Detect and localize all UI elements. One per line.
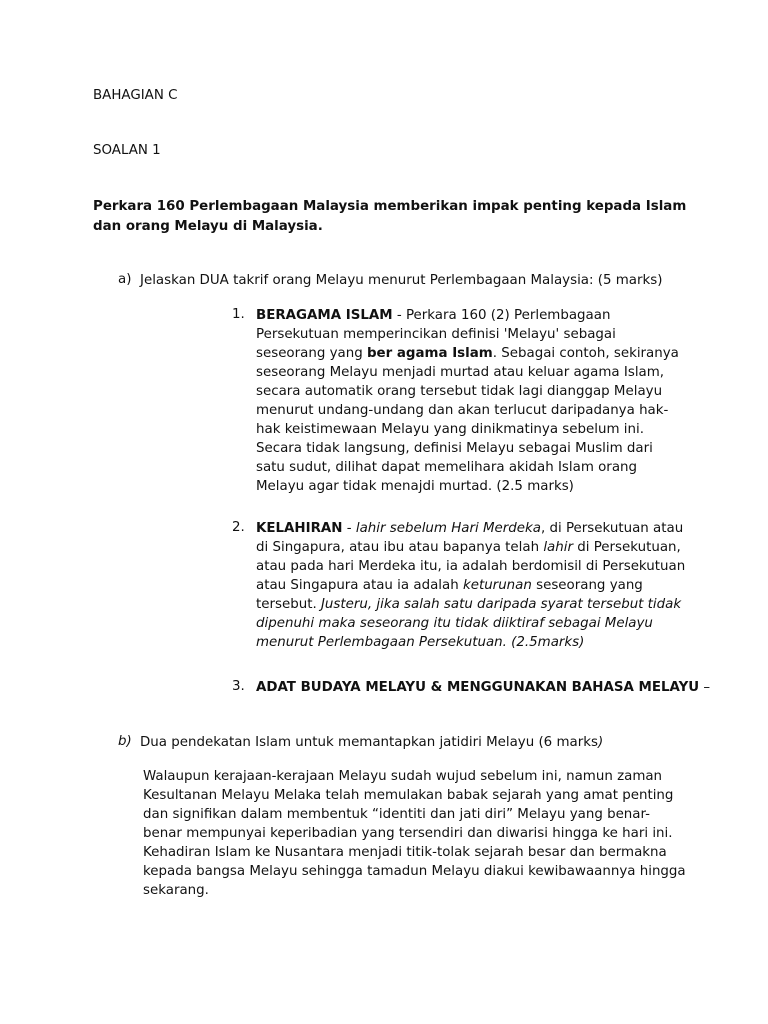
item-3-number: 3. bbox=[232, 679, 245, 694]
item-3-title: ADAT BUDAYA MELAYU & MENGGUNAKAN BAHASA MELAYU bbox=[256, 680, 700, 695]
item-1-number: 1. bbox=[232, 307, 245, 322]
question-heading: SOALAN 1 bbox=[93, 143, 161, 158]
section-heading: BAHAGIAN C bbox=[93, 88, 178, 103]
part-b-question: Dua pendekatan Islam untuk memantapkan jatidiri Melayu (6 marks) bbox=[140, 735, 604, 750]
part-a-marker: a) bbox=[118, 272, 132, 287]
item-1-text: BERAGAMA ISLAM - Perkara 160 (2) Perlembagaan Persekutuan memperincikan definisi 'Melayu' sebagai seseorang yang ber agama Islam. Sebagai contoh, sekiranya seseorang Melayu menjadi murtad atau keluar agama Islam, secara automatik orang tersebut tidak lagi dianggap Melayu menurut undang-undang dan akan terlucut daripadanya hak-hak keistimewaan Melayu yang dinikmatinya sebelum ini. Secara tidak langsung, definisi Melayu sebagai Muslim dari satu sudut, dilihat dapat memelihara akidah Islam orang Melayu agar tidak menajdi murtad. (2.5 marks) bbox=[256, 308, 679, 494]
item-1-title: BERAGAMA ISLAM bbox=[256, 308, 393, 323]
item-2-text: KELAHIRAN - lahir sebelum Hari Merdeka, di Persekutuan atau di Singapura, atau ibu atau bapanya telah lahir di Persekutuan, atau pada hari Merdeka itu, ia adalah berdomisil di Persekutuan atau Singapura atau ia adalah keturunan seseorang yang tersebut. Justeru, jika salah satu daripada syarat tersebut tidak dipenuhi maka seseorang itu tidak diiktiraf sebagai Melayu menurut Perlembagaan Persekutuan. (2.5marks) bbox=[256, 521, 686, 650]
question-intro: Perkara 160 Perlembagaan Malaysia memberikan impak penting kepada Islam dan orang Melayu di Malaysia. bbox=[93, 199, 687, 234]
part-b-paragraph: Walaupun kerajaan-kerajaan Melayu sudah wujud sebelum ini, namun zaman Kesultanan Melayu Melaka telah memulakan babak sejarah yang amat penting dan signifikan dalam membentuk “identiti dan jati diri” Melayu yang benar-benar mempunyai keperibadian yang tersendiri dan diwarisi hingga ke hari ini. Kehadiran Islam ke Nusantara menjadi titik-tolak sejarah besar dan bermakna kepada bangsa Melayu sehingga tamadun Melayu diakui kewibawaannya hingga sekarang. bbox=[143, 769, 686, 898]
part-b-marker: b) bbox=[118, 734, 132, 749]
part-a-question: Jelaskan DUA takrif orang Melayu menurut Perlembagaan Malaysia: (5 marks) bbox=[140, 273, 663, 288]
item-3-text: ADAT BUDAYA MELAYU & MENGGUNAKAN BAHASA MELAYU – bbox=[256, 680, 711, 695]
item-2-number: 2. bbox=[232, 520, 245, 535]
item-2-title: KELAHIRAN bbox=[256, 521, 343, 536]
